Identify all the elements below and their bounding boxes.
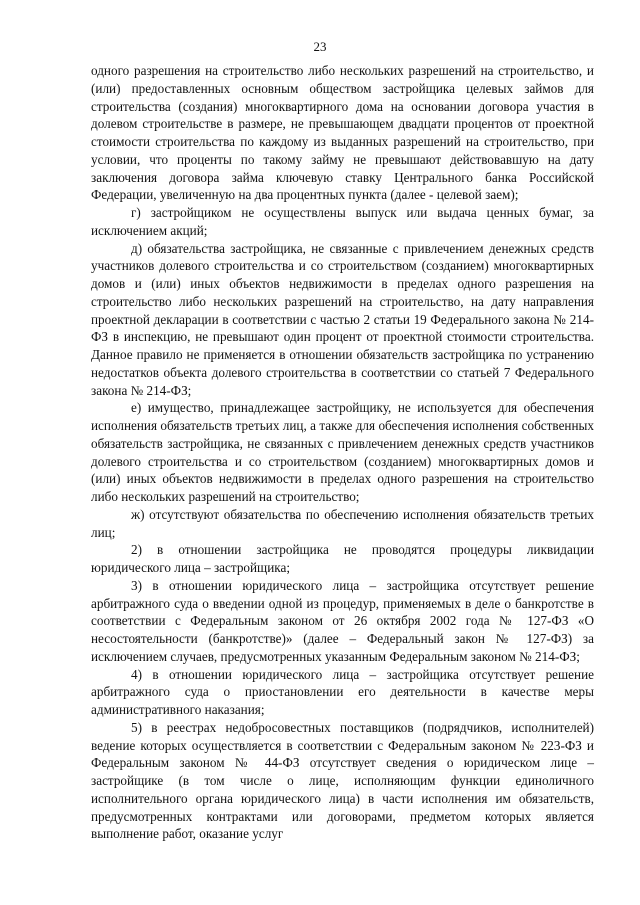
paragraph-item-2: 2) в отношении застройщика не проводятся процедуры ликвидации юридического лица – застройщика; bbox=[91, 542, 594, 575]
page-number: 23 bbox=[313, 39, 327, 54]
paragraph-item-4: 4) в отношении юридического лица – застройщика отсутствует решение арбитражного суда о приостановлении его деятельности в качестве меры административного наказания; bbox=[91, 666, 594, 717]
document-body bbox=[91, 62, 594, 843]
paragraph-item-3: 3) в отношении юридического лица – застройщика отсутствует решение арбитражного суда о введении одной из процедур, применяемых в деле о банкротстве в соответствии с Федеральным законом от 26 октября 2002 года № 127-ФЗ «О несостоятельности (банкротстве)» (далее – Федеральный закон № 127-ФЗ) за исключением случаев, предусмотренных указанным Федеральным законом № 214-ФЗ; bbox=[91, 577, 594, 664]
paragraph-item-d: д) обязательства застройщика, не связанные с привлечением денежных средств участников долевого строительства и со строительством (созданием) многоквартирных домов и (или) иных объектов недвижимости в пределах одного разрешения на строительство либо нескольких разрешений на строительство, на дату направления проектной декларации в соответствии с частью 2 статьи 19 Федерального закона № 214-ФЗ в инспекцию, не превышают один процент от проектной стоимости строительства. Данное правило не применяется в отношении обязательств застройщика по устранению недостатков объекта долевого строительства в соответствии со статьей 7 Федерального закона № 214-ФЗ; bbox=[91, 240, 594, 398]
paragraph-item-e: е) имущество, принадлежащее застройщику, не используется для обеспечения исполнения обязательств третьих лиц, а также для обеспечения исполнения собственных обязательств застройщика, не связанных с привлечением денежных средств участников долевого строительства и со строительством (созданием) многоквартирных домов и (или) иных объектов недвижимости в пределах одного разрешения на строительство либо нескольких разрешений на строительство; bbox=[91, 400, 594, 504]
paragraph-item-zh: ж) отсутствуют обязательства по обеспечению исполнения обязательств третьих лиц; bbox=[91, 506, 594, 540]
paragraph-continuation: одного разрешения на строительство либо нескольких разрешений на строительство, и (или) предоставленных основным обществом застройщика целевых займов для строительства (создания) многоквартирного дома на основании договора участия в долевом строительстве в размере, не превышающем двадцати процентов от проектной стоимости строительства по каждому из выданных разрешений на строительство, при условии, что проценты по такому займу не превышают действовавшую на дату заключения договора займа ключевую ставку Центрального банка Российской Федерации, увеличенную на два процентных пункта (далее - целевой заем); bbox=[91, 63, 594, 203]
paragraph-item-5: 5) в реестрах недобросовестных поставщиков (подрядчиков, исполнителей) ведение которых осуществляется в соответствии с Федеральным законом № 223-ФЗ и Федеральным законом № 44-ФЗ отсутствует сведения о юридическом лице – застройщике (в том числе о лице, исполняющим функции единоличного исполнительного органа юридического лица) в части исполнения им обязательств, предусмотренных контрактами или договорами, предметом которых является выполнение работ, оказание услуг bbox=[91, 719, 594, 842]
paragraph-item-g: г) застройщиком не осуществлены выпуск или выдача ценных бумаг, за исключением акций; bbox=[91, 205, 594, 238]
